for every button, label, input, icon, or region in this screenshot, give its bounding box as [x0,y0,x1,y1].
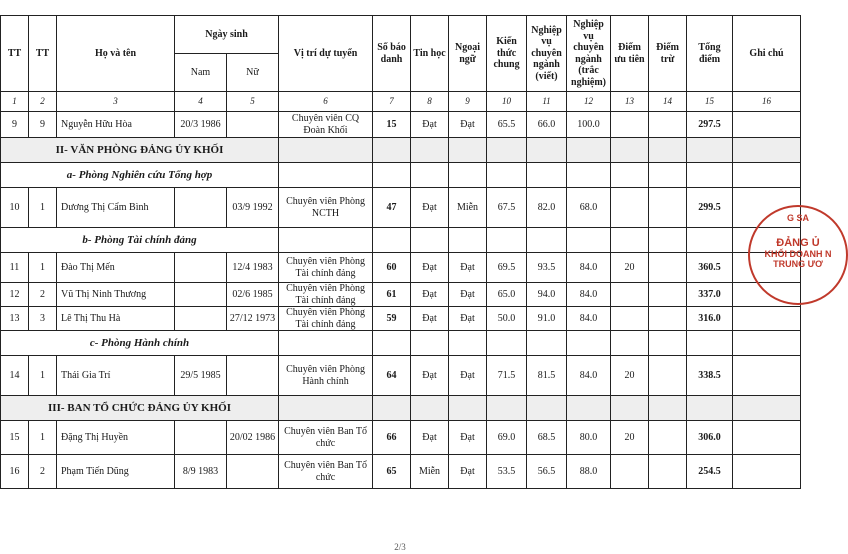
column-index-cell: 3 [57,92,175,112]
empty-cell [279,396,373,421]
empty-cell [449,396,487,421]
header-written: Nghiệp vụ chuyên ngành (viết) [527,16,567,92]
cell-written: 82.0 [527,188,567,228]
official-seal: G SA ĐẢNG Ủ KHỐI DOANH N TRUNG ƯƠ [748,205,848,305]
cell-position: Chuyên viên CQ Đoàn Khối [279,112,373,138]
cell-sbd: 60 [373,253,411,283]
empty-cell [733,331,801,356]
header-bonus: Điểm ưu tiên [611,16,649,92]
column-index-cell: 5 [227,92,279,112]
cell-note [733,356,801,396]
cell-lang: Đạt [449,253,487,283]
cell-name: Đào Thị Mến [57,253,175,283]
column-index-cell: 1 [1,92,29,112]
column-index-cell: 7 [373,92,411,112]
cell-bonus [611,307,649,331]
table-row [1,112,801,138]
empty-cell [279,331,373,356]
cell-general: 53.5 [487,455,527,489]
cell-lang: Đạt [449,455,487,489]
cell-stt: 10 [1,188,29,228]
section-row [1,396,801,421]
empty-cell [567,331,611,356]
empty-cell [733,163,801,188]
cell-position: Chuyên viên Phòng Tài chính đảng [279,283,373,307]
table-row [1,455,801,489]
column-index-cell: 15 [687,92,733,112]
empty-cell [373,138,411,163]
empty-cell [567,163,611,188]
table-row [1,188,801,228]
cell-general: 50.0 [487,307,527,331]
empty-cell [649,163,687,188]
empty-cell [733,396,801,421]
cell-it: Đạt [411,112,449,138]
cell-deduct [649,356,687,396]
header-general: Kiến thức chung [487,16,527,92]
section-title: II- VĂN PHÒNG ĐẢNG ỦY KHỐI [1,138,279,163]
cell-bonus: 20 [611,421,649,455]
cell-written: 56.5 [527,455,567,489]
column-index-row [1,92,801,112]
cell-female [227,455,279,489]
subsection-title: b- Phòng Tài chính đảng [1,228,279,253]
column-index-cell: 9 [449,92,487,112]
cell-stt: 9 [1,112,29,138]
table-row [1,356,801,396]
cell-male [175,188,227,228]
cell-bonus: 20 [611,253,649,283]
column-index-cell: 13 [611,92,649,112]
cell-general: 67.5 [487,188,527,228]
cell-name: Thái Gia Trí [57,356,175,396]
cell-tt: 1 [29,188,57,228]
cell-lang: Miễn [449,188,487,228]
cell-tt: 2 [29,283,57,307]
table-row [1,421,801,455]
cell-mcq: 84.0 [567,253,611,283]
column-index-cell: 2 [29,92,57,112]
cell-female: 20/02 1986 [227,421,279,455]
empty-cell [527,331,567,356]
cell-sbd: 64 [373,356,411,396]
empty-cell [373,331,411,356]
empty-cell [411,138,449,163]
cell-lang: Đạt [449,421,487,455]
cell-it: Đạt [411,253,449,283]
cell-mcq: 80.0 [567,421,611,455]
column-index-cell: 11 [527,92,567,112]
empty-cell [649,331,687,356]
column-index-cell: 8 [411,92,449,112]
cell-male: 20/3 1986 [175,112,227,138]
cell-written: 81.5 [527,356,567,396]
cell-deduct [649,307,687,331]
subsection-row [1,331,801,356]
cell-total: 316.0 [687,307,733,331]
cell-female: 02/6 1985 [227,283,279,307]
cell-tt: 1 [29,421,57,455]
cell-stt: 13 [1,307,29,331]
section-title: III- BAN TỔ CHỨC ĐẢNG ỦY KHỐI [1,396,279,421]
empty-cell [611,228,649,253]
cell-male [175,253,227,283]
cell-total: 337.0 [687,283,733,307]
cell-bonus [611,455,649,489]
cell-mcq: 88.0 [567,455,611,489]
empty-cell [487,163,527,188]
header-female: Nữ [227,54,279,92]
section-row [1,138,801,163]
header-total: Tổng điểm [687,16,733,92]
cell-deduct [649,421,687,455]
cell-bonus [611,112,649,138]
header-sbd: Số báo danh [373,16,411,92]
column-index-cell: 14 [649,92,687,112]
cell-sbd: 65 [373,455,411,489]
cell-female [227,112,279,138]
empty-cell [687,138,733,163]
subsection-row [1,228,801,253]
cell-mcq: 68.0 [567,188,611,228]
cell-total: 306.0 [687,421,733,455]
subsection-title: c- Phòng Hành chính [1,331,279,356]
cell-written: 66.0 [527,112,567,138]
cell-tt: 3 [29,307,57,331]
cell-note [733,307,801,331]
empty-cell [487,396,527,421]
empty-cell [611,396,649,421]
cell-lang: Đạt [449,307,487,331]
column-index-cell: 4 [175,92,227,112]
header-note: Ghi chú [733,16,801,92]
cell-position: Chuyên viên Ban Tổ chức [279,455,373,489]
cell-position: Chuyên viên Phòng Hành chính [279,356,373,396]
cell-total: 338.5 [687,356,733,396]
cell-mcq: 84.0 [567,307,611,331]
empty-cell [487,138,527,163]
cell-note [733,421,801,455]
cell-mcq: 100.0 [567,112,611,138]
header-mcq: Nghiệp vụ chuyên ngành (trắc nghiệm) [567,16,611,92]
cell-male: 29/5 1985 [175,356,227,396]
cell-position: Chuyên viên Phòng Tài chính đảng [279,253,373,283]
empty-cell [487,331,527,356]
column-index-cell: 16 [733,92,801,112]
cell-name: Lê Thị Thu Hà [57,307,175,331]
cell-tt: 2 [29,455,57,489]
cell-name: Nguyễn Hữu Hòa [57,112,175,138]
subsection-title: a- Phòng Nghiên cứu Tổng hợp [1,163,279,188]
cell-written: 68.5 [527,421,567,455]
cell-written: 91.0 [527,307,567,331]
cell-general: 69.5 [487,253,527,283]
cell-male [175,283,227,307]
cell-position: Chuyên viên Phòng NCTH [279,188,373,228]
empty-cell [649,228,687,253]
cell-stt: 15 [1,421,29,455]
empty-cell [527,163,567,188]
empty-cell [373,396,411,421]
empty-cell [527,138,567,163]
cell-total: 254.5 [687,455,733,489]
cell-tt: 1 [29,253,57,283]
cell-general: 69.0 [487,421,527,455]
empty-cell [611,138,649,163]
empty-cell [411,163,449,188]
empty-cell [649,138,687,163]
cell-male [175,421,227,455]
empty-cell [567,396,611,421]
table-row [1,283,801,307]
cell-written: 93.5 [527,253,567,283]
cell-female: 12/4 1983 [227,253,279,283]
cell-name: Vũ Thị Ninh Thương [57,283,175,307]
cell-total: 360.5 [687,253,733,283]
empty-cell [567,228,611,253]
cell-male: 8/9 1983 [175,455,227,489]
cell-bonus: 20 [611,356,649,396]
cell-mcq: 84.0 [567,283,611,307]
cell-female: 03/9 1992 [227,188,279,228]
empty-cell [611,163,649,188]
cell-general: 65.0 [487,283,527,307]
cell-stt: 12 [1,283,29,307]
cell-position: Chuyên viên Ban Tổ chức [279,421,373,455]
cell-deduct [649,188,687,228]
cell-bonus [611,283,649,307]
cell-lang: Đạt [449,356,487,396]
empty-cell [279,228,373,253]
cell-deduct [649,112,687,138]
cell-name: Phạm Tiến Dũng [57,455,175,489]
cell-note [733,455,801,489]
cell-name: Đặng Thị Huyền [57,421,175,455]
cell-it: Đạt [411,188,449,228]
empty-cell [687,331,733,356]
empty-cell [449,138,487,163]
empty-cell [449,228,487,253]
cell-lang: Đạt [449,283,487,307]
empty-cell [411,228,449,253]
cell-it: Đạt [411,421,449,455]
cell-total: 299.5 [687,188,733,228]
empty-cell [373,228,411,253]
cell-written: 94.0 [527,283,567,307]
cell-it: Đạt [411,283,449,307]
cell-name: Dương Thị Cẩm Bình [57,188,175,228]
cell-general: 71.5 [487,356,527,396]
results-table [0,15,801,489]
empty-cell [527,228,567,253]
cell-it: Miễn [411,455,449,489]
cell-sbd: 59 [373,307,411,331]
empty-cell [687,228,733,253]
cell-tt: 1 [29,356,57,396]
cell-sbd: 15 [373,112,411,138]
table-body [1,92,801,489]
cell-position: Chuyên viên Phòng Tài chính đảng [279,307,373,331]
cell-bonus [611,188,649,228]
header-it: Tin học [411,16,449,92]
cell-male [175,307,227,331]
cell-lang: Đạt [449,112,487,138]
header-tt: TT [29,16,57,92]
table-row [1,253,801,283]
column-index-cell: 12 [567,92,611,112]
empty-cell [687,396,733,421]
page-number: 2/3 [394,542,406,552]
column-index-cell: 6 [279,92,373,112]
table-header [1,16,801,92]
cell-deduct [649,455,687,489]
cell-sbd: 66 [373,421,411,455]
header-stt: TT [1,16,29,92]
empty-cell [279,138,373,163]
column-index-cell: 10 [487,92,527,112]
cell-general: 65.5 [487,112,527,138]
cell-stt: 16 [1,455,29,489]
empty-cell [567,138,611,163]
empty-cell [279,163,373,188]
empty-cell [487,228,527,253]
empty-cell [687,163,733,188]
header-deduct: Điểm trừ [649,16,687,92]
header-name: Họ và tên [57,16,175,92]
cell-tt: 9 [29,112,57,138]
header-position: Vị trí dự tuyển [279,16,373,92]
empty-cell [411,396,449,421]
subsection-row [1,163,801,188]
table-row [1,307,801,331]
empty-cell [449,163,487,188]
cell-it: Đạt [411,356,449,396]
cell-female [227,356,279,396]
empty-cell [449,331,487,356]
empty-cell [373,163,411,188]
header-lang: Ngoại ngữ [449,16,487,92]
cell-it: Đạt [411,307,449,331]
cell-total: 297.5 [687,112,733,138]
cell-sbd: 47 [373,188,411,228]
cell-mcq: 84.0 [567,356,611,396]
empty-cell [611,331,649,356]
cell-sbd: 61 [373,283,411,307]
empty-cell [411,331,449,356]
cell-deduct [649,253,687,283]
empty-cell [527,396,567,421]
empty-cell [733,138,801,163]
header-dob: Ngày sinh [175,16,279,54]
empty-cell [649,396,687,421]
header-male: Nam [175,54,227,92]
cell-stt: 11 [1,253,29,283]
cell-stt: 14 [1,356,29,396]
cell-note [733,112,801,138]
cell-deduct [649,283,687,307]
cell-female: 27/12 1973 [227,307,279,331]
